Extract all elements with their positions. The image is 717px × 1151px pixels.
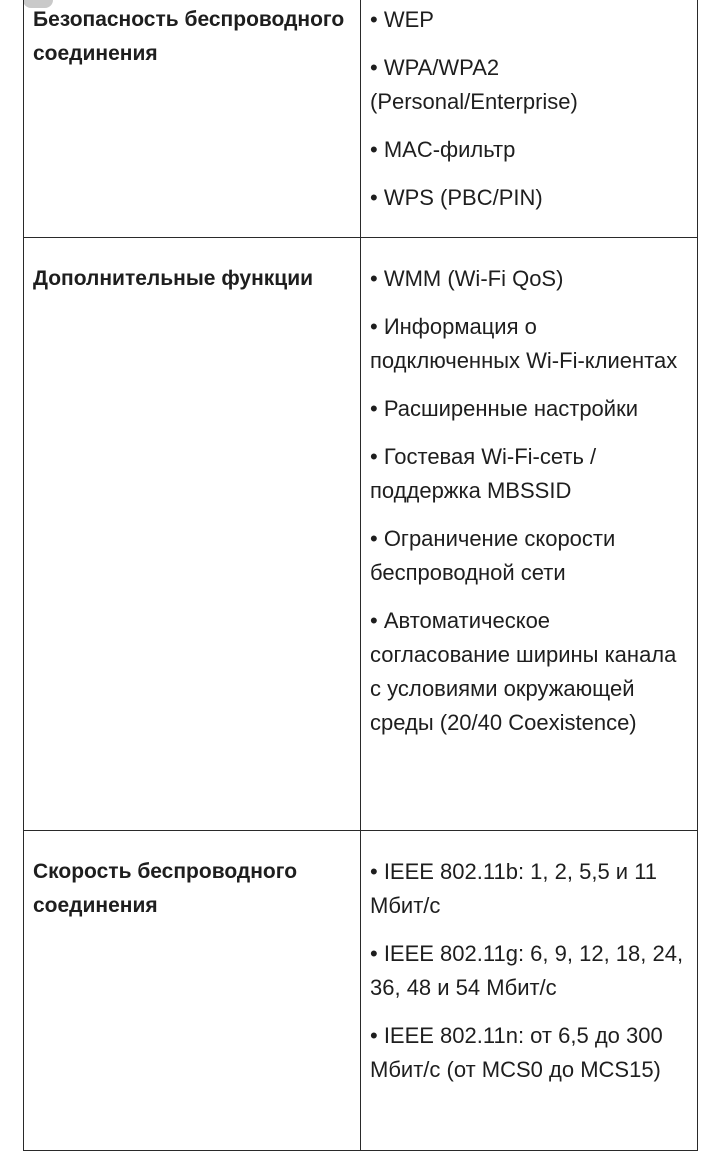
table-row: [24, 831, 698, 1151]
table-row: [24, 0, 698, 238]
row-value-cell: [361, 0, 698, 238]
table-row: [24, 238, 698, 831]
row-label-cell: [24, 238, 361, 831]
list-item: • IEEE 802.11g: 6, 9, 12, 18, 24, 36, 48 и 54 Мбит/с: [370, 941, 684, 1000]
list-item: • WMM (Wi-Fi QoS): [370, 266, 564, 291]
specifications-table: [23, 0, 698, 1151]
list-item: • WPA/WPA2 (Personal/Enterprise): [370, 55, 578, 114]
row-value-cell: [361, 831, 698, 1151]
list-item: • WEP: [370, 7, 434, 32]
row-label: Скорость беспроводного соединения: [33, 860, 298, 917]
list-item: • MAC-фильтр: [370, 137, 516, 162]
list-item: • Информация о подключенных Wi-Fi-клиентах: [370, 314, 678, 373]
list-item: • IEEE 802.11n: от 6,5 до 300 Мбит/с (от MCS0 до MCS15): [370, 1023, 663, 1082]
row-label: Дополнительные функции: [33, 267, 314, 290]
row-label-cell: [24, 0, 361, 238]
row-value-cell: [361, 238, 698, 831]
list-item: • Гостевая Wi-Fi-сеть / поддержка MBSSID: [370, 444, 597, 503]
list-item: • WPS (PBC/PIN): [370, 185, 543, 210]
list-item: • Ограничение скорости беспроводной сети: [370, 526, 616, 585]
row-label-cell: [24, 831, 361, 1151]
row-label: Безопасность беспроводного соединения: [33, 8, 345, 65]
list-item: • Автоматическое согласование ширины канала с условиями окружающей среды (20/40 Coexistence): [370, 608, 677, 735]
list-item: • Расширенные настройки: [370, 396, 638, 421]
list-item: • IEEE 802.11b: 1, 2, 5,5 и 11 Мбит/с: [370, 859, 658, 918]
